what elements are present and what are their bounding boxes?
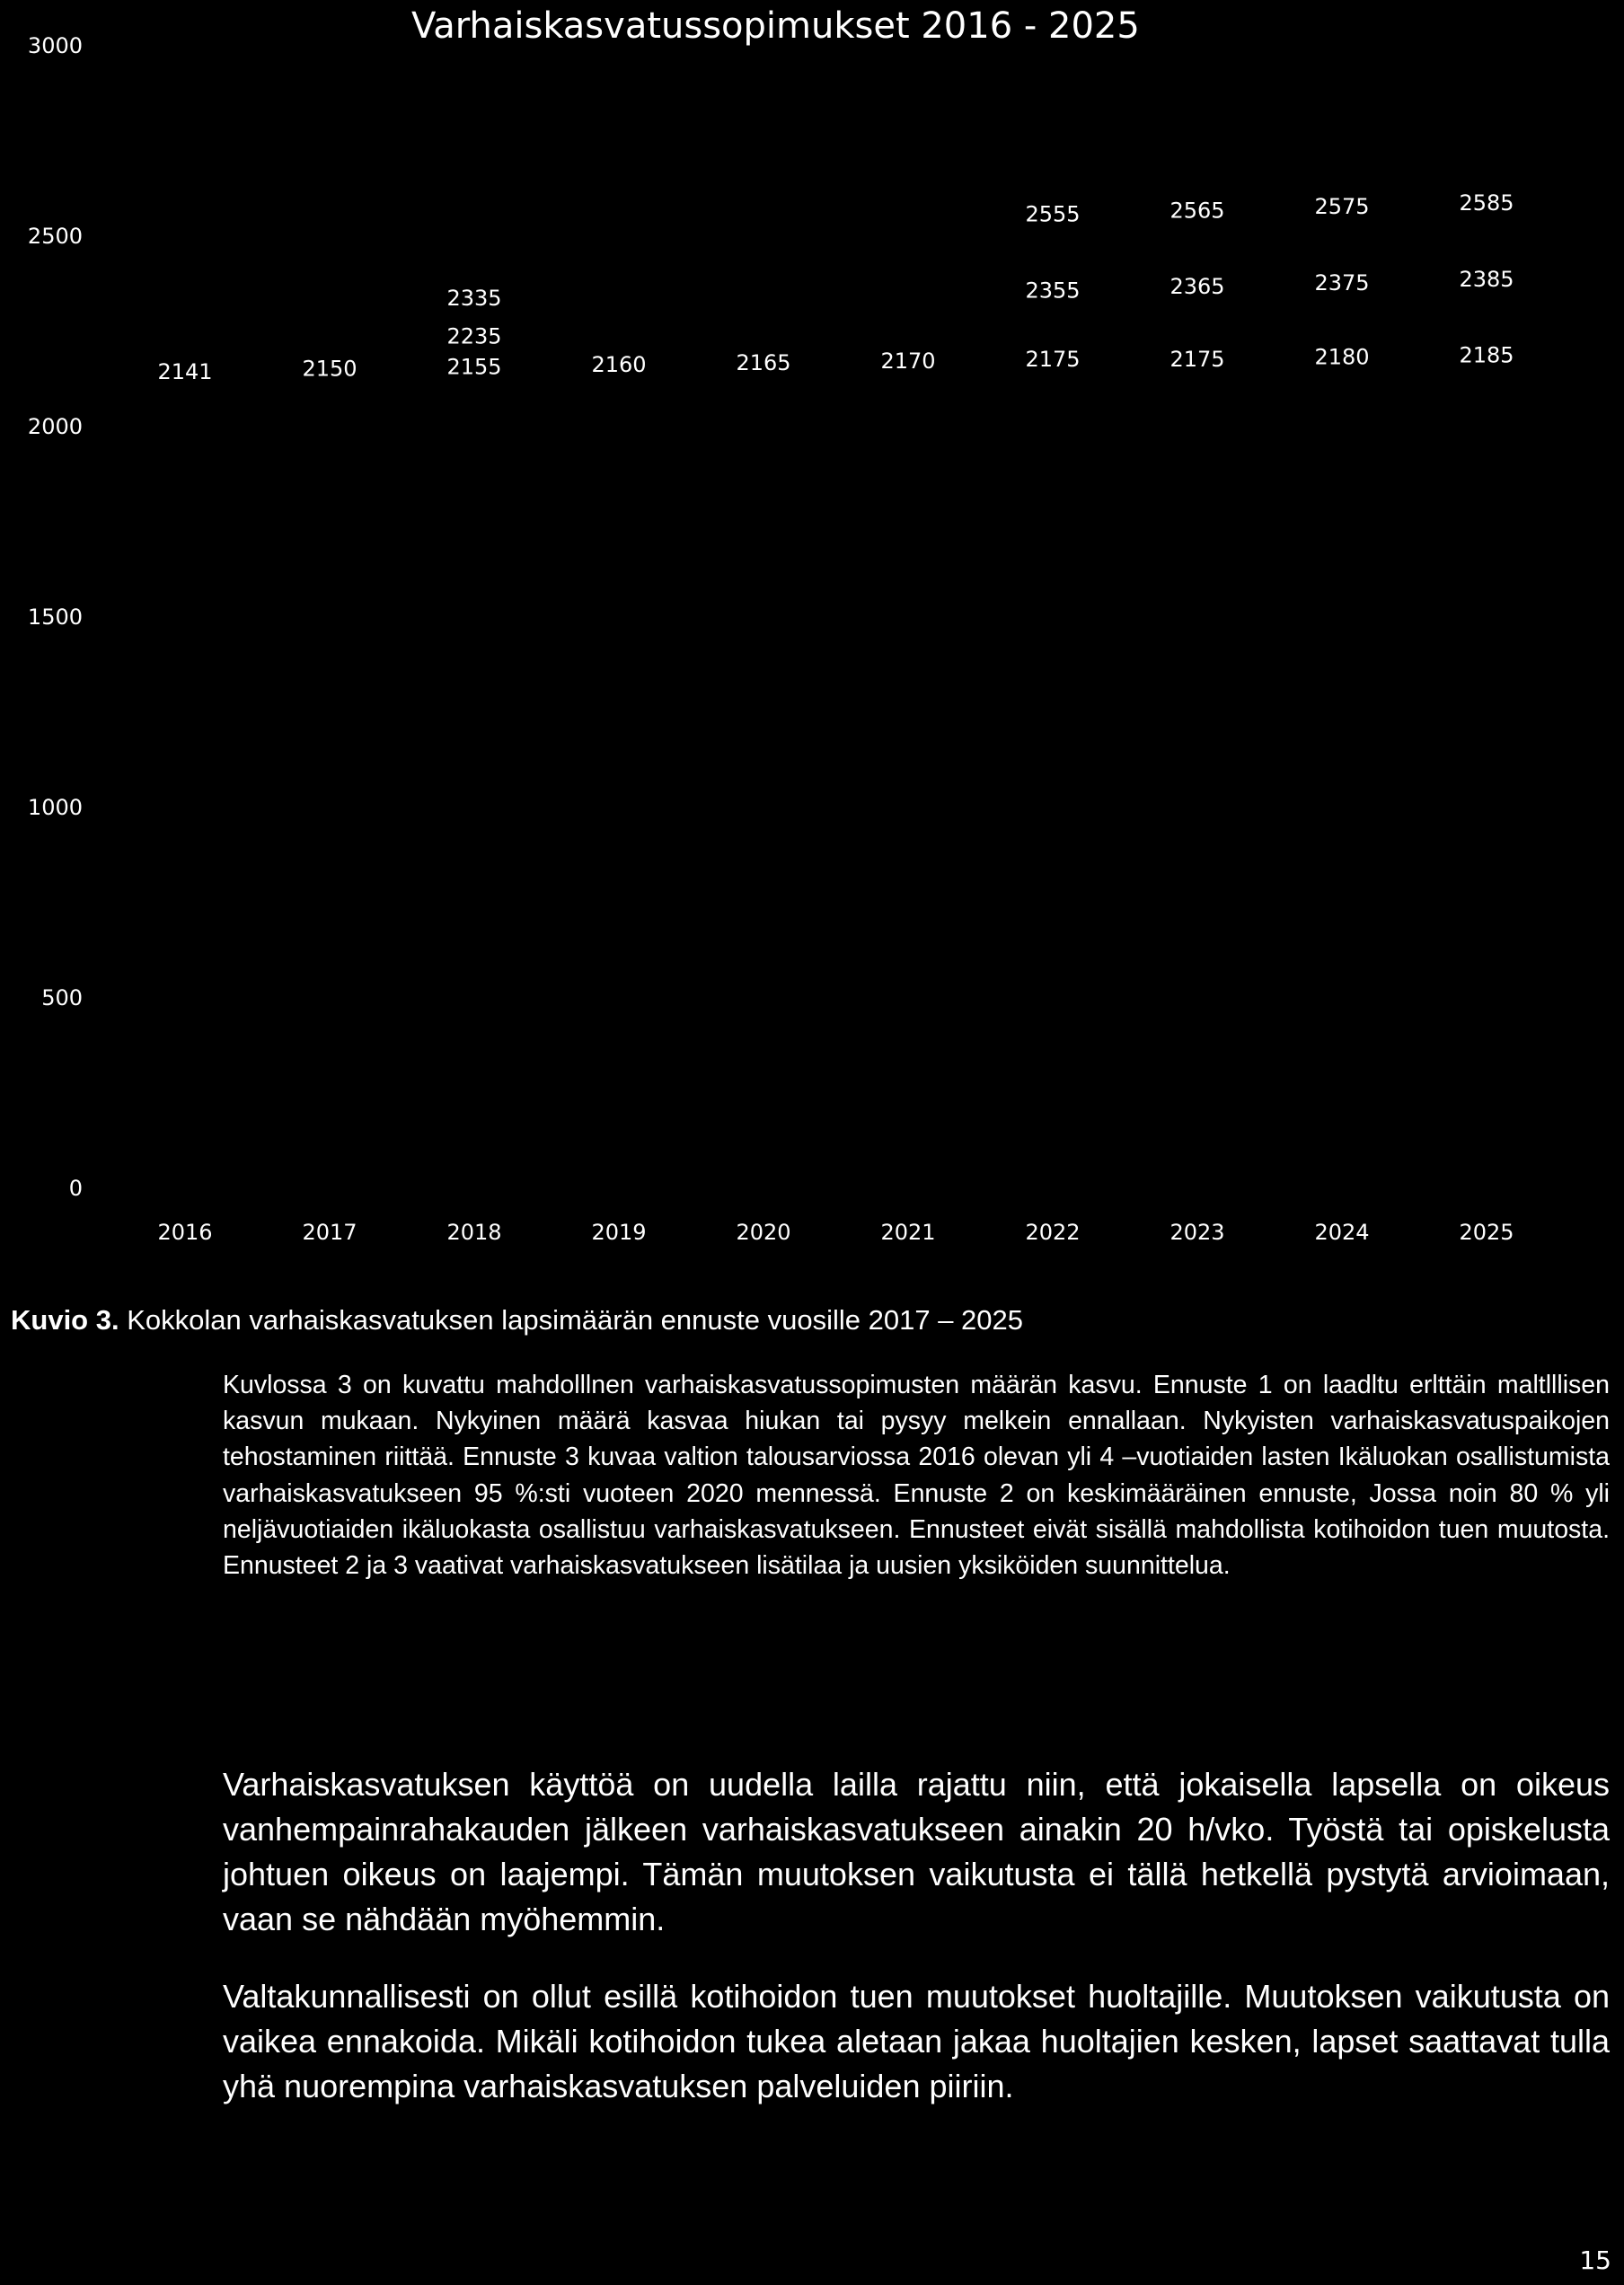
data-label: 2585	[1459, 190, 1514, 216]
data-label: 2365	[1169, 274, 1225, 300]
data-label: 2155	[446, 354, 502, 380]
data-label: 2175	[1025, 346, 1081, 372]
data-label: 2565	[1169, 198, 1225, 224]
y-tick-label: 2000	[27, 414, 83, 439]
data-label: 2385	[1459, 266, 1514, 292]
y-tick-label: 3000	[27, 33, 83, 58]
x-tick-label: 2021	[880, 1220, 936, 1245]
data-label: 2180	[1314, 344, 1370, 370]
x-tick-label: 2022	[1025, 1220, 1081, 1245]
data-label: 2375	[1314, 270, 1370, 296]
x-tick-label: 2023	[1169, 1220, 1225, 1245]
x-tick-label: 2017	[302, 1220, 357, 1245]
y-tick-label: 500	[41, 985, 83, 1010]
data-label: 2160	[591, 352, 647, 378]
figure-caption	[11, 1304, 1023, 1337]
x-axis	[157, 1220, 1514, 1245]
page-number: 15	[1579, 2245, 1611, 2275]
data-label: 2185	[1459, 342, 1514, 368]
data-label: 2170	[880, 348, 936, 374]
data-label: 2335	[446, 285, 502, 311]
x-tick-label: 2020	[736, 1220, 791, 1245]
chart-title: Varhaiskasvatussopimukset 2016 - 2025	[411, 5, 1140, 47]
y-tick-label: 1000	[27, 795, 83, 820]
data-label: 2150	[302, 356, 357, 382]
data-label: 2355	[1025, 278, 1081, 304]
data-label: 2141	[157, 359, 213, 385]
paragraph-home-care-support: Valtakunnallisesti on ollut esillä kotihoidon tuen muutokset huoltajille. Muutoksen vaikutusta on vaikea ennakoida. Mikäli kotihoidon tukea aletaan jakaa huoltajien kesken, lapset saattavat tulla yhä nuorempina varhaiskasvatuksen palveluiden piiriin.	[223, 1978, 1610, 2104]
y-tick-label: 2500	[27, 224, 83, 249]
data-label: 2175	[1169, 346, 1225, 372]
paragraph-forecast-description: Kuvlossa 3 on kuvattu mahdolllnen varhaiskasvatussopimusten määrän kasvu. Ennuste 1 on laadltu erlttäin maltlllisen kasvun mukaan. Nykyinen määrä kasvaa hiukan tai pysyy melkein ennallaan. Nykyisten varhaiskasvatuspaikojen tehostaminen riittää. Ennuste 3 kuvaa valtion talousarviossa 2016 olevan yli 4 –vuotiaiden lasten Ikäluokan osallistumista varhaiskasvatukseen 95 %:sti vuoteen 2020 mennessä. Ennuste 2 on keskimääräinen ennuste, Jossa noin 80 % yli neljävuotiaiden ikäluokasta osallistuu varhaiskasvatukseen. Ennusteet eivät sisällä mahdollista kotihoidon tuen muutosta. Ennusteet 2 ja 3 vaativat varhaiskasvatukseen lisätilaa ja uusien yksiköiden suunnittelua.	[223, 1371, 1610, 1581]
caption-text: Kokkolan varhaiskasvatuksen lapsimäärän ennuste vuosille 2017 – 2025	[119, 1304, 1024, 1336]
data-label: 2555	[1025, 201, 1081, 227]
x-tick-label: 2018	[446, 1220, 502, 1245]
data-labels	[157, 190, 1514, 384]
y-tick-label: 1500	[27, 604, 83, 630]
paragraph-new-law: Varhaiskasvatuksen käyttöä on uudella lailla rajattu niin, että jokaisella lapsella on oikeus vanhempainrahakauden jälkeen varhaiskasvatukseen ainakin 20 h/vko. Työstä tai opiskelusta johtuen oikeus on laajempi. Tämän muutoksen vaikutusta ei tällä hetkellä pystytä arvioimaan, vaan se nähdään myöhemmin.	[223, 1766, 1610, 1937]
x-tick-label: 2024	[1314, 1220, 1370, 1245]
y-tick-label: 0	[68, 1176, 83, 1201]
x-tick-label: 2016	[157, 1220, 213, 1245]
data-label: 2235	[446, 323, 502, 349]
x-tick-label: 2019	[591, 1220, 647, 1245]
x-tick-label: 2025	[1459, 1220, 1514, 1245]
data-label: 2575	[1314, 194, 1370, 220]
caption-label: Kuvio 3.	[11, 1304, 119, 1336]
y-axis	[28, 33, 83, 1201]
data-label: 2165	[736, 350, 791, 376]
